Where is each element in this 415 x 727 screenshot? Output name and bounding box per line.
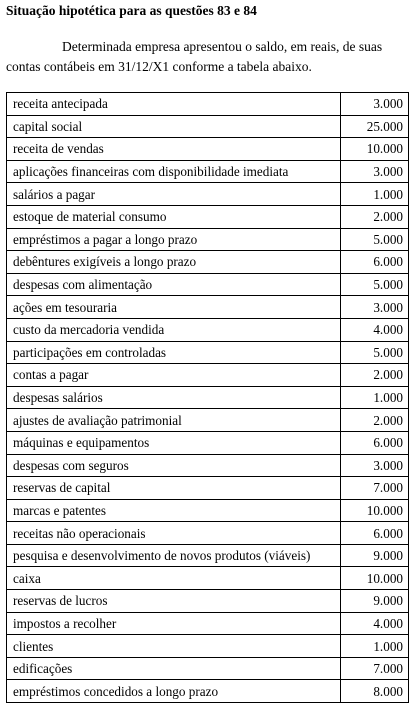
table-row (7, 612, 409, 635)
table-row (7, 160, 409, 183)
account-value-cell: 3.000 (341, 296, 409, 319)
account-name-cell: empréstimos concedidos a longo prazo (7, 680, 341, 703)
table-row (7, 522, 409, 545)
account-name-cell: capital social (7, 115, 341, 138)
table-row (7, 251, 409, 274)
account-name-cell: pesquisa e desenvolvimento de novos produtos (viáveis) (7, 544, 341, 567)
account-name-cell: clientes (7, 635, 341, 658)
account-name-cell: despesas salários (7, 386, 341, 409)
account-name-cell: aplicações financeiras com disponibilidade imediata (7, 160, 341, 183)
account-name-cell: receita antecipada (7, 93, 341, 116)
table-row (7, 228, 409, 251)
account-name-cell: marcas e patentes (7, 499, 341, 522)
intro-paragraph (6, 37, 410, 77)
account-name-cell: contas a pagar (7, 364, 341, 387)
account-value-cell: 10.000 (341, 138, 409, 161)
account-value-cell: 7.000 (341, 477, 409, 500)
account-name-cell: ajustes de avaliação patrimonial (7, 409, 341, 432)
account-name-cell: ações em tesouraria (7, 296, 341, 319)
account-value-cell: 3.000 (341, 160, 409, 183)
account-value-cell: 8.000 (341, 680, 409, 703)
account-name-cell: participações em controladas (7, 341, 341, 364)
account-value-cell: 9.000 (341, 590, 409, 613)
account-name-cell: despesas com seguros (7, 454, 341, 477)
account-name-cell: debêntures exigíveis a longo prazo (7, 251, 341, 274)
account-value-cell: 5.000 (341, 228, 409, 251)
account-value-cell: 9.000 (341, 544, 409, 567)
account-value-cell: 1.000 (341, 635, 409, 658)
table-row (7, 138, 409, 161)
account-name-cell: despesas com alimentação (7, 273, 341, 296)
account-value-cell: 1.000 (341, 386, 409, 409)
table-row (7, 183, 409, 206)
account-value-cell: 10.000 (341, 567, 409, 590)
account-value-cell: 25.000 (341, 115, 409, 138)
account-value-cell: 4.000 (341, 318, 409, 341)
intro-line: Determinada empresa apresentou o saldo, em reais, de suas (62, 39, 383, 54)
table-row (7, 409, 409, 432)
table-row (7, 657, 409, 680)
table-row (7, 318, 409, 341)
account-name-cell: estoque de material consumo (7, 205, 341, 228)
table-row (7, 364, 409, 387)
account-value-cell: 1.000 (341, 183, 409, 206)
table-row (7, 273, 409, 296)
account-value-cell: 10.000 (341, 499, 409, 522)
table-row (7, 635, 409, 658)
account-value-cell: 6.000 (341, 522, 409, 545)
account-name-cell: empréstimos a pagar a longo prazo (7, 228, 341, 251)
table-row (7, 341, 409, 364)
account-name-cell: salários a pagar (7, 183, 341, 206)
accounts-table-body (7, 93, 409, 703)
account-name-cell: receita de vendas (7, 138, 341, 161)
account-value-cell: 2.000 (341, 364, 409, 387)
account-name-cell: receitas não operacionais (7, 522, 341, 545)
account-name-cell: máquinas e equipamentos (7, 431, 341, 454)
account-value-cell: 3.000 (341, 93, 409, 116)
account-value-cell: 4.000 (341, 612, 409, 635)
account-name-cell: reservas de lucros (7, 590, 341, 613)
account-value-cell: 7.000 (341, 657, 409, 680)
table-row (7, 590, 409, 613)
table-row (7, 477, 409, 500)
table-row (7, 296, 409, 319)
intro-line: contas contábeis em 31/12/X1 conforme a tabela abaixo. (6, 59, 312, 74)
accounts-table (6, 92, 409, 703)
account-value-cell: 5.000 (341, 341, 409, 364)
account-value-cell: 6.000 (341, 431, 409, 454)
account-value-cell: 6.000 (341, 251, 409, 274)
table-row (7, 680, 409, 703)
account-value-cell: 2.000 (341, 205, 409, 228)
account-value-cell: 5.000 (341, 273, 409, 296)
table-row (7, 115, 409, 138)
table-row (7, 544, 409, 567)
account-name-cell: edificações (7, 657, 341, 680)
page-title: Situação hipotética para as questões 83 e 84 (6, 3, 257, 18)
table-row (7, 567, 409, 590)
account-name-cell: caixa (7, 567, 341, 590)
table-row (7, 386, 409, 409)
account-name-cell: impostos a recolher (7, 612, 341, 635)
table-row (7, 431, 409, 454)
account-name-cell: custo da mercadoria vendida (7, 318, 341, 341)
table-row (7, 93, 409, 116)
account-value-cell: 2.000 (341, 409, 409, 432)
table-row (7, 499, 409, 522)
account-value-cell: 3.000 (341, 454, 409, 477)
table-row (7, 205, 409, 228)
account-name-cell: reservas de capital (7, 477, 341, 500)
table-row (7, 454, 409, 477)
